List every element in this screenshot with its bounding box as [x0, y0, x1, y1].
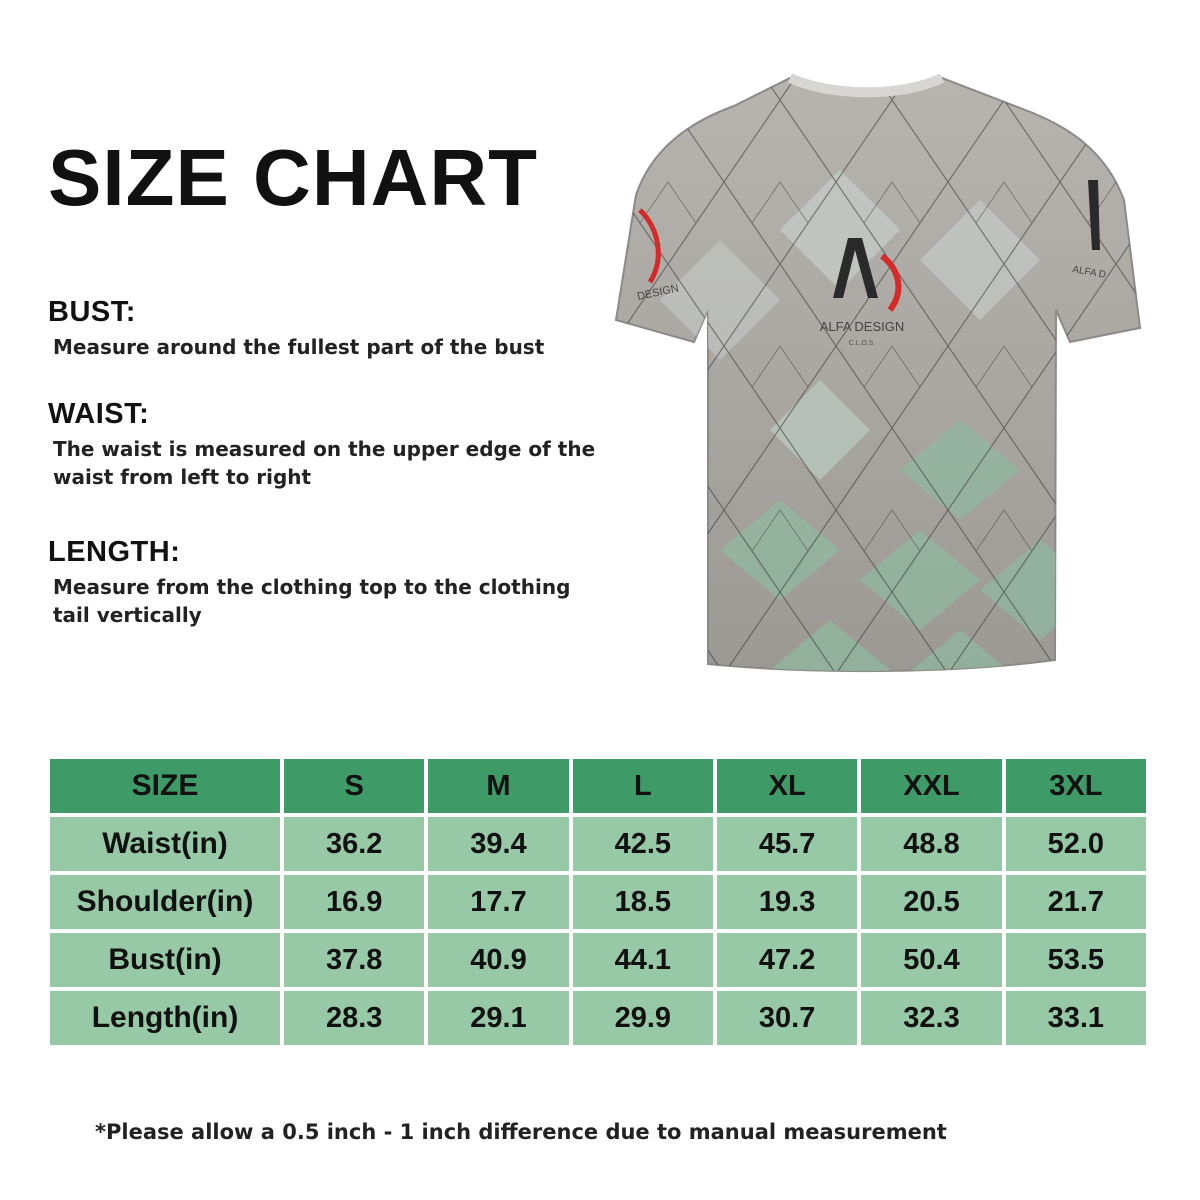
- row-label-bust: Bust(in): [50, 933, 280, 987]
- length-description: Measure from the clothing top to the clothing tail vertically: [53, 575, 571, 627]
- table-cell: 21.7: [1006, 875, 1146, 929]
- brand-name: ALFA DESIGN: [819, 319, 905, 334]
- table-cell: 16.9: [284, 875, 424, 929]
- row-label-waist: Waist(in): [50, 817, 280, 871]
- row-label-shoulder: Shoulder(in): [50, 875, 280, 929]
- table-cell: 17.7: [428, 875, 568, 929]
- table-cell: 29.1: [428, 991, 568, 1045]
- measurement-disclaimer: *Please allow a 0.5 inch - 1 inch difference due to manual measurement: [95, 1120, 947, 1144]
- size-header-corner: SIZE: [50, 759, 280, 813]
- table-cell: 53.5: [1006, 933, 1146, 987]
- brand-subtitle: C.L.O.S.: [848, 340, 876, 347]
- table-cell: 19.3: [717, 875, 857, 929]
- table-cell: 39.4: [428, 817, 568, 871]
- table-cell: 50.4: [861, 933, 1001, 987]
- page-title: SIZE CHART: [48, 133, 538, 222]
- table-cell: 30.7: [717, 991, 857, 1045]
- tshirt-product-image: [600, 60, 1160, 680]
- table-row-shoulder: [50, 875, 1146, 929]
- table-cell: 36.2: [284, 817, 424, 871]
- table-cell: 44.1: [573, 933, 713, 987]
- waist-description: The waist is measured on the upper edge of the waist from left to right: [53, 437, 596, 489]
- length-heading: LENGTH:: [48, 536, 181, 568]
- table-cell: 29.9: [573, 991, 713, 1045]
- table-row-bust: [50, 933, 1146, 987]
- tshirt-illustration: [600, 60, 1160, 680]
- table-cell: 47.2: [717, 933, 857, 987]
- size-header-l: L: [573, 759, 713, 813]
- size-header-row: [50, 759, 1146, 813]
- bust-description: Measure around the fullest part of the bust: [53, 335, 545, 359]
- table-cell: 28.3: [284, 991, 424, 1045]
- size-table: [46, 755, 1150, 1049]
- size-header-m: M: [428, 759, 568, 813]
- waist-heading: WAIST:: [48, 398, 150, 430]
- size-header-xl: XL: [717, 759, 857, 813]
- table-cell: 20.5: [861, 875, 1001, 929]
- table-cell: 18.5: [573, 875, 713, 929]
- bust-heading: BUST:: [48, 296, 136, 328]
- table-cell: 48.8: [861, 817, 1001, 871]
- table-row-waist: [50, 817, 1146, 871]
- svg-text:DESIGN: DESIGN: [636, 282, 680, 303]
- waist-measure-info: [48, 400, 613, 491]
- length-measure-info: [48, 538, 613, 629]
- svg-text:ALFA D: ALFA D: [1071, 264, 1107, 281]
- table-cell: 45.7: [717, 817, 857, 871]
- table-cell: 33.1: [1006, 991, 1146, 1045]
- table-cell: 37.8: [284, 933, 424, 987]
- size-header-3xl: 3XL: [1006, 759, 1146, 813]
- row-label-length: Length(in): [50, 991, 280, 1045]
- bust-measure-info: [48, 298, 613, 361]
- table-row-length: [50, 991, 1146, 1045]
- table-cell: 42.5: [573, 817, 713, 871]
- size-header-xxl: XXL: [861, 759, 1001, 813]
- table-cell: 40.9: [428, 933, 568, 987]
- table-cell: 32.3: [861, 991, 1001, 1045]
- size-header-s: S: [284, 759, 424, 813]
- table-cell: 52.0: [1006, 817, 1146, 871]
